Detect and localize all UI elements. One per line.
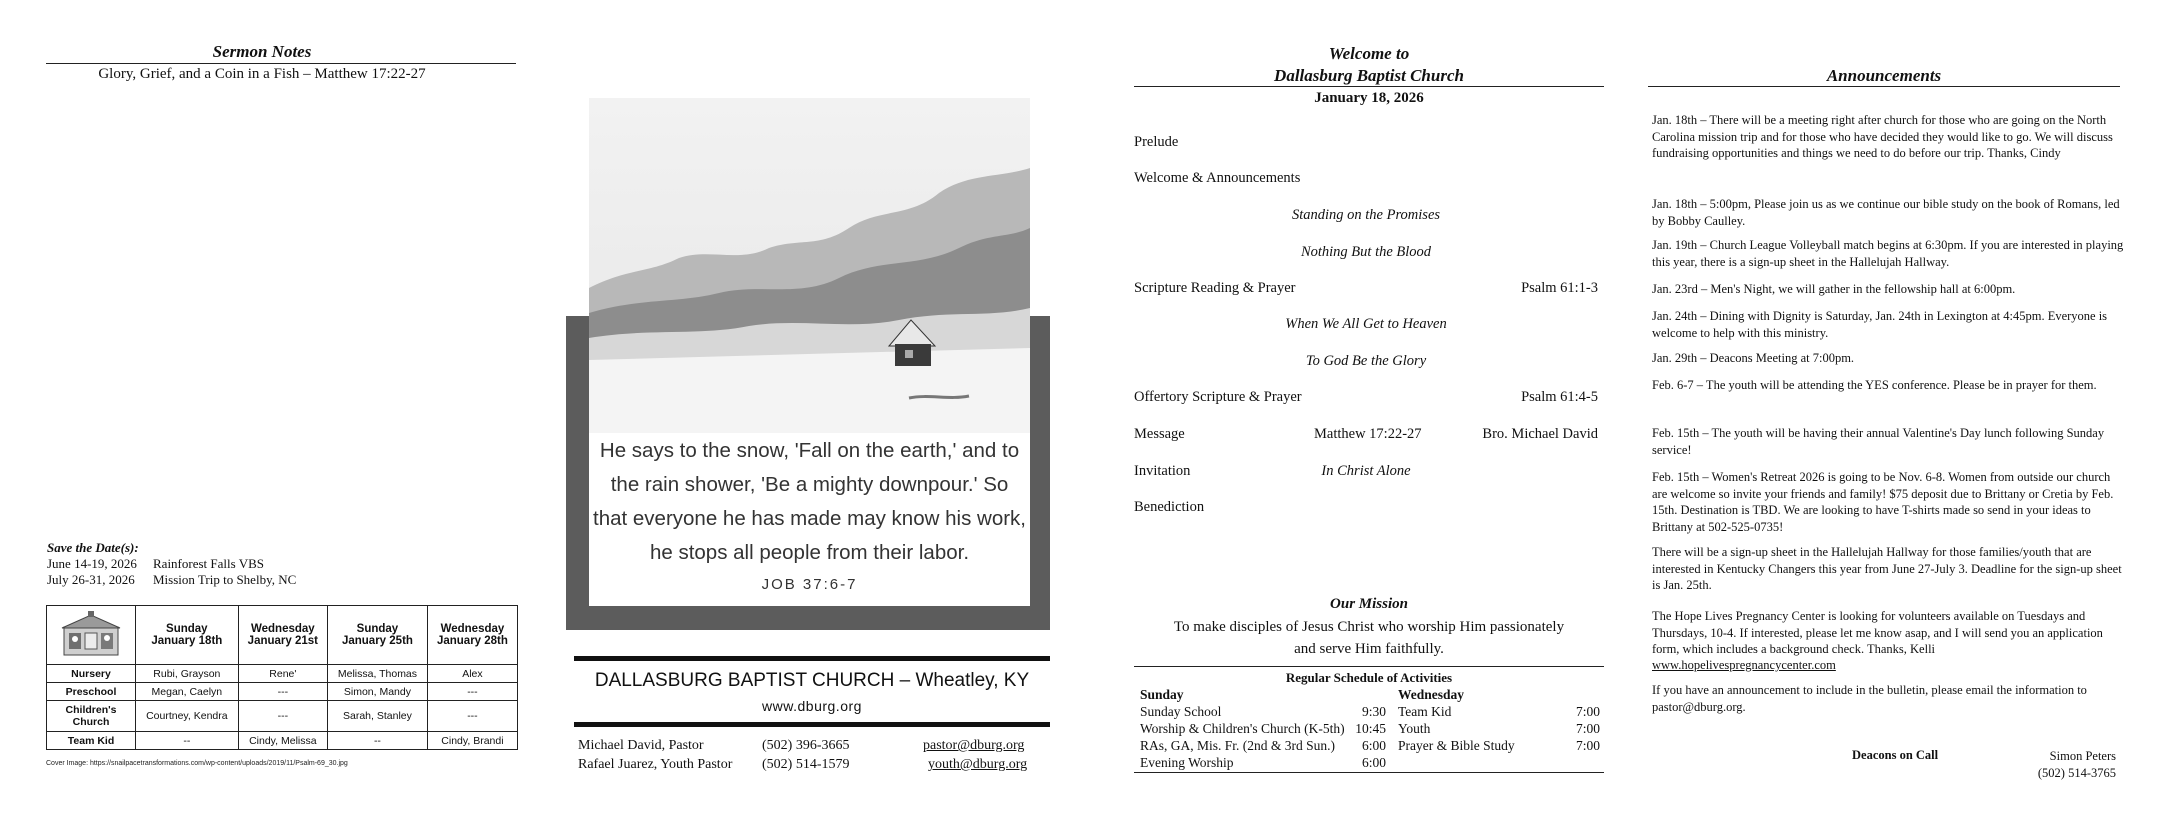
church-title: Dallasburg Baptist Church — [1274, 66, 1464, 85]
service-date: January 18, 2026 — [1314, 90, 1424, 106]
nursery-schedule-table — [46, 605, 518, 750]
save-date: June 14-19, 2026 — [47, 556, 137, 571]
announcement-item: If you have an announcement to include in the bulletin, please email the information to pastor@dburg.org. — [1652, 683, 2087, 714]
order-item: Benediction — [1134, 499, 1205, 515]
save-dates-title: Save the Date(s): — [47, 540, 139, 555]
table-cell: Alex — [427, 665, 517, 683]
table-cell: Megan, Caelyn — [136, 683, 239, 701]
cover-credit: Cover Image: https://snailpacetransformations.com/wp-content/uploads/2019/11/Psalm-69_30.jpg — [46, 760, 348, 767]
table-cell: Simon, Mandy — [328, 683, 428, 701]
church-name: DALLASBURG BAPTIST CHURCH – Wheatley, KY — [594, 670, 1030, 691]
role-cell: Team Kid — [47, 732, 136, 750]
order-item: Welcome & Announcements — [1134, 170, 1301, 186]
order-item: Offertory Scripture & Prayer Psalm 61:4-5 — [1134, 389, 1598, 405]
announcements-title: Announcements — [1826, 66, 1942, 85]
staff-phone: (502) 396-3665 — [762, 738, 850, 753]
save-event: Mission Trip to Shelby, NC — [153, 572, 297, 587]
deacon-contact — [1990, 748, 2116, 781]
thick-divider — [574, 656, 1050, 661]
table-header-row — [47, 606, 518, 665]
order-item: When We All Get to Heaven — [1285, 316, 1447, 332]
mission-title: Our Mission — [1330, 596, 1408, 612]
verse-line: He says to the snow, 'Fall on the earth,' and to — [599, 439, 1020, 462]
announcement-item: There will be a sign-up sheet in the Hallelujah Hallway for those families/youth that are interested in Kentucky Changers this year from June 27-July 3. Deadline for the sign-up sheet is Jan. 25th. — [1652, 545, 2122, 592]
sermon-notes-title: Sermon Notes — [212, 42, 312, 61]
schedule-row: Worship & Children's Church (K-5th) 10:45 Youth 7:00 — [1140, 721, 1600, 736]
snowy-cabin-image — [589, 98, 1030, 433]
announcement-item: Jan. 24th – Dining with Dignity is Saturday, Jan. 24th in Lexington at 4:45pm. Everyone is welcome to help with this ministry. — [1652, 309, 2108, 340]
sermon-subtitle: Glory, Grief, and a Coin in a Fish – Matthew 17:22-27 — [98, 66, 426, 82]
divider — [46, 63, 516, 64]
staff-row — [578, 738, 1038, 756]
staff-name: Rafael Juarez, Youth Pastor — [578, 757, 733, 772]
order-item: Scripture Reading & Prayer Psalm 61:1-3 — [1134, 280, 1598, 296]
table-cell: Cindy, Melissa — [238, 732, 327, 750]
save-date: July 26-31, 2026 — [47, 572, 135, 587]
mission-statement: To make disciples of Jesus Christ who worship Him passionately and serve Him faithfully. — [1173, 619, 1565, 657]
thick-divider — [574, 722, 1050, 727]
role-cell: Preschool — [47, 683, 136, 701]
verse-line: that everyone he has made may know his work, — [593, 507, 1026, 530]
table-cell: --- — [427, 701, 517, 732]
announcement-item: Jan. 18th – 5:00pm, Please join us as we continue our bible study on the book of Romans, led by Bobby Caulley. — [1652, 197, 2120, 228]
table-cell: --- — [238, 683, 327, 701]
table-cell: -- — [328, 732, 428, 750]
verse-line: the rain shower, 'Be a mighty downpour.' So — [610, 473, 1009, 496]
announcement-item: Jan. 29th – Deacons Meeting at 7:00pm. — [1652, 351, 1855, 365]
pregnancy-center-link[interactable]: www.hopelivespregnancycenter.com — [1652, 658, 1836, 672]
schedule-header: Sunday Wednesday — [1140, 687, 1465, 702]
welcome-title: Welcome to — [1328, 44, 1410, 63]
table-cell: Melissa, Thomas — [328, 665, 428, 683]
table-cell: -- — [136, 732, 239, 750]
col-header: Wednesday January 21st — [238, 606, 327, 665]
staff-name: Michael David, Pastor — [578, 738, 704, 753]
verse-line: he stops all people from their labor. — [649, 541, 970, 564]
order-item: Nothing But the Blood — [1300, 244, 1432, 260]
table-row — [47, 683, 518, 701]
col-header: Wednesday January 28th — [427, 606, 517, 665]
announcement-item: Feb. 15th – The youth will be having their annual Valentine's Day lunch following Sunday service! — [1652, 426, 2105, 457]
table-cell: Rene' — [238, 665, 327, 683]
staff-email-link[interactable]: pastor@dburg.org — [923, 738, 1025, 753]
divider — [1134, 772, 1604, 773]
deacons-on-call-label: Deacons on Call — [1852, 748, 1939, 762]
order-item: Prelude — [1134, 134, 1179, 150]
church-family-icon — [47, 606, 136, 665]
announcement-item: Feb. 6-7 – The youth will be attending the YES conference. Please be in prayer for them. — [1652, 378, 2097, 392]
table-cell: Sarah, Stanley — [328, 701, 428, 732]
table-row — [47, 701, 518, 732]
order-item: Standing on the Promises — [1291, 207, 1441, 223]
announcement-item: Feb. 15th – Women's Retreat 2026 is going to be Nov. 6-8. Women from outside our church are welcome so invite your friends and family! $75 deposit due to Brittany or Cretia by Feb. 15th. Destination is TBD. We are looking to have T-shirts made so send in your ideas to Brittany at 502-525-0735! — [1652, 470, 2114, 534]
save-date-row — [47, 572, 296, 588]
table-cell: --- — [427, 683, 517, 701]
verse-reference: JOB 37:6-7 — [761, 576, 858, 593]
role-cell: Children's Church — [47, 701, 136, 732]
schedule-row: Evening Worship 6:00 — [1140, 755, 1386, 770]
announcement-item: Jan. 23rd – Men's Night, we will gather in the fellowship hall at 6:00pm. — [1652, 282, 2016, 296]
save-event: Rainforest Falls VBS — [153, 556, 264, 571]
order-item: To God Be the Glory — [1305, 353, 1427, 369]
announcement-item: The Hope Lives Pregnancy Center is looking for volunteers available on Tuesdays and Thursdays, 10-4. If interested, please let me know asap, and I will send you an application form, which includes a background check. Thanks, Kelli — [1652, 609, 2103, 656]
divider — [1648, 86, 2120, 87]
staff-row — [578, 757, 1038, 775]
divider — [1134, 86, 1604, 87]
table-row — [47, 732, 518, 750]
order-item: Message Matthew 17:22-27 Bro. Michael David — [1134, 426, 1598, 442]
deacon-phone: (502) 514-3765 — [2037, 765, 2116, 780]
announcement-item: Jan. 19th – Church League Volleyball match begins at 6:30pm. If you are interested in playing this year, there is a sign-up sheet in the Hallelujah Hallway. — [1652, 238, 2124, 269]
staff-phone: (502) 514-1579 — [762, 757, 850, 772]
table-cell: Cindy, Brandi — [427, 732, 517, 750]
table-cell: --- — [238, 701, 327, 732]
table-row — [47, 665, 518, 683]
table-cell: Rubi, Grayson — [136, 665, 239, 683]
table-cell: Courtney, Kendra — [136, 701, 239, 732]
col-header: Sunday January 25th — [328, 606, 428, 665]
deacon-name: Simon Peters — [2049, 749, 2116, 763]
cover-verse — [589, 434, 1030, 570]
church-website: www.dburg.org — [762, 698, 862, 714]
staff-email-link[interactable]: youth@dburg.org — [928, 757, 1028, 772]
schedule-row: RAs, GA, Mis. Fr. (2nd & 3rd Sun.) 6:00 Prayer & Bible Study 7:00 — [1140, 738, 1600, 753]
role-cell: Nursery — [47, 665, 136, 683]
save-date-row — [47, 556, 264, 572]
announcement-item: Jan. 18th – There will be a meeting right after church for those who are going on the North Carolina mission trip and for those who have decided they would like to go. We will discuss fundraising opportunities and things we need to do before our trip. Thanks, Cindy — [1652, 113, 2113, 160]
schedule-row: Sunday School 9:30 Team Kid 7:00 — [1140, 704, 1600, 719]
col-header: Sunday January 18th — [136, 606, 239, 665]
schedule-title: Regular Schedule of Activities — [1285, 670, 1453, 685]
order-item: Invitation In Christ Alone — [1134, 463, 1411, 479]
divider — [1134, 666, 1604, 667]
